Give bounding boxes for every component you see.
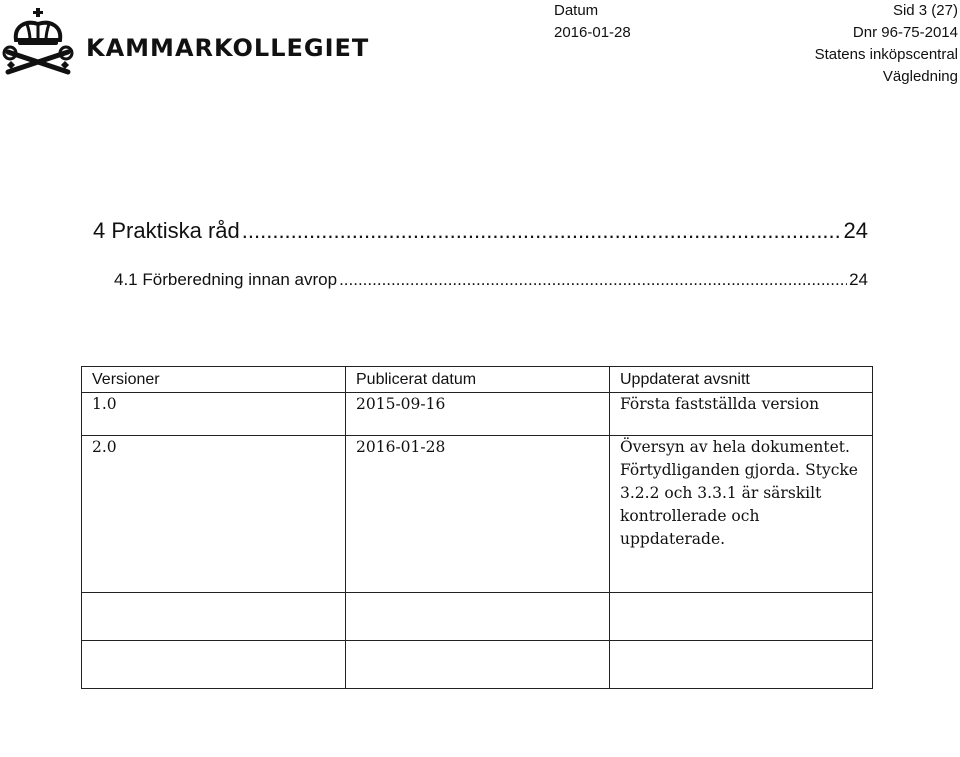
version-history-table — [81, 366, 873, 689]
toc-title: Praktiska råd — [111, 218, 240, 243]
page-indicator: Sid 3 (27) — [892, 2, 958, 19]
published-date-cell: 2016-01-28 — [346, 436, 610, 593]
toc-entry[interactable] — [114, 270, 868, 290]
header-info-block — [815, 0, 958, 88]
crown-crossed-keys-icon — [2, 6, 76, 76]
date-label: Datum — [554, 2, 599, 19]
column-header-published-date: Publicerat datum — [346, 367, 610, 393]
date-value: 2016-01-28 — [554, 24, 631, 41]
table-header-row — [82, 367, 873, 393]
published-date-cell — [346, 593, 610, 641]
document-type: Vägledning — [882, 68, 958, 85]
document-number: Dnr 96-75-2014 — [852, 24, 958, 41]
published-date-cell: 2015-09-16 — [346, 393, 610, 436]
updated-section-cell — [610, 641, 873, 689]
version-cell: 2.0 — [82, 436, 346, 593]
department-name: Statens inköpscentral — [814, 46, 958, 63]
toc-number: 4.1 — [114, 270, 138, 289]
updated-section-cell: Första fastställda version — [610, 393, 873, 436]
organization-name: KAMMARKOLLEGIET — [86, 34, 370, 62]
table-row — [82, 436, 873, 593]
toc-page: 24 — [849, 270, 868, 289]
version-cell: 1.0 — [82, 393, 346, 436]
toc-title: Förberedning innan avrop — [142, 270, 338, 289]
header-date-block — [554, 0, 631, 44]
toc-number: 4 — [93, 218, 106, 243]
toc-entry[interactable] — [93, 218, 868, 244]
table-row — [82, 393, 873, 436]
updated-section-cell — [610, 593, 873, 641]
toc-page: 24 — [843, 218, 868, 243]
toc-leader-dots — [339, 270, 847, 290]
updated-section-cell: Översyn av hela dokumentet. Förtydliganden gjorda. Stycke 3.2.2 och 3.3.1 är särskilt kontrollerade och uppdaterade. — [610, 436, 873, 593]
published-date-cell — [346, 641, 610, 689]
table-row — [82, 593, 873, 641]
column-header-updated-section: Uppdaterat avsnitt — [610, 367, 873, 393]
column-header-versions: Versioner — [82, 367, 346, 393]
kammarkollegiet-logo — [0, 6, 370, 76]
version-cell — [82, 593, 346, 641]
table-row — [82, 641, 873, 689]
version-cell — [82, 641, 346, 689]
toc-leader-dots — [242, 218, 842, 244]
